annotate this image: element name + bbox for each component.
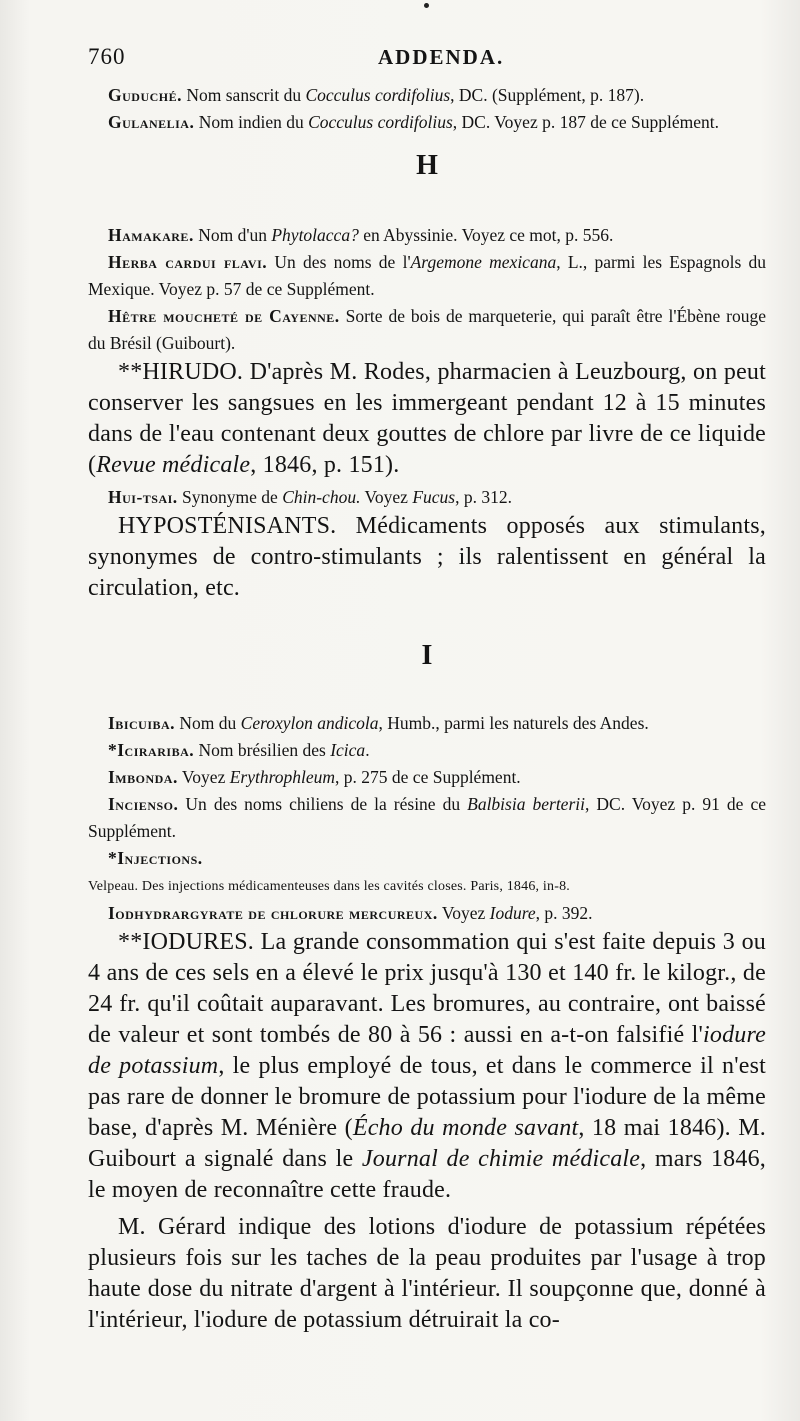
entry-iodures: **IODURES. La grande consommation qui s'est faite depuis 3 ou 4 ans de ces sels en a élevé le prix jusqu'à 130 et 140 fr. le kilogr., de 24 fr. qu'il coûtait auparavant. Les bromures, au contraire, ont baissé de valeur et sont tombés de 80 à 56 : aussi en a-t-on falsifié l'iodure de potassium, le plus employé de tous, et dans le commerce il n'est pas rare de donner le bromure de potassium pour l'iodure de la même base, d'après M. Ménière (Écho du monde savant, 18 mai 1846). M. Guibourt a signalé dans le Journal de chimie médicale, mars 1846, le moyen de reconnaître cette fraude. [88,929,766,1203]
entry-injections: *Injections. [108,848,203,868]
entry-icirariba: *Icirariba. Nom brésilien des Icica. [108,740,370,760]
entry-guduche: Guduché. Nom sanscrit du Cocculus cordifolius, DC. (Supplément, p. 187). [108,85,645,105]
entry-gulanelia: Gulanelia. Nom indien du Cocculus cordifolius, DC. Voyez p. 187 de ce Supplément. [108,112,719,132]
injections-reference: Velpeau. Des injections médicamenteuses dans les cavités closes. Paris, 1846, in-8. [88,879,570,894]
entry-hamakare: Hamakare. Nom d'un Phytolacca? en Abyssinie. Voyez ce mot, p. 556. [108,225,614,245]
page-body [88,82,766,1336]
section-letter-h: H [416,150,438,181]
entry-incienso: Incienso. Un des noms chiliens de la résine du Balbisia berterii, DC. Voyez p. 91 de ce Supplément. [88,794,766,841]
section-letter-i: I [421,640,433,671]
entry-herba-cardui: Herba cardui flavi. Un des noms de l'Argemone mexicana, L., parmi les Espagnols du Mexique. Voyez p. 57 de ce Supplément. [88,252,767,299]
printer-mark [424,3,429,8]
entry-hyposthenisants: HYPOSTÉNISANTS. Médicaments opposés aux stimulants, synonymes de contro-stimulants ; ils ralentissent en général la circulation, etc. [88,513,766,601]
entry-hui-tsai: Hui-tsai. Synonyme de Chin-chou. Voyez Fucus, p. 312. [108,487,512,507]
entry-hirudo: **HIRUDO. D'après M. Rodes, pharmacien à Leuzbourg, on peut conserver les sangsues en les immergeant pendant 12 à 15 minutes dans de l'eau contenant deux gouttes de chlore par livre de ce liquide (Revue médicale, 1846, p. 151). [88,359,766,478]
entry-hetre: Hêtre moucheté de Cayenne. Sorte de bois de marqueterie, qui paraît être l'Ébène rouge du Brésil (Guibourt). [88,306,766,353]
page-header [88,44,766,70]
running-head: ADDENDA. [378,45,505,69]
entry-iodhydrargyrate: Iodhydrargyrate de chlorure mercureux. Voyez Iodure, p. 392. [108,903,593,923]
page-number: 760 [88,44,126,69]
entry-ibicuiba: Ibicuiba. Nom du Ceroxylon andicola, Humb., parmi les naturels des Andes. [108,713,649,733]
paragraph-gerard: M. Gérard indique des lotions d'iodure de potassium répétées plusieurs fois sur les taches de la peau produites par l'usage à trop haute dose du nitrate d'argent à l'intérieur. Il soupçonne que, donné à l'intérieur, l'iodure de potassium détruirait la co- [88,1214,766,1333]
entry-imbonda: Imbonda. Voyez Erythrophleum, p. 275 de ce Supplément. [108,767,521,787]
